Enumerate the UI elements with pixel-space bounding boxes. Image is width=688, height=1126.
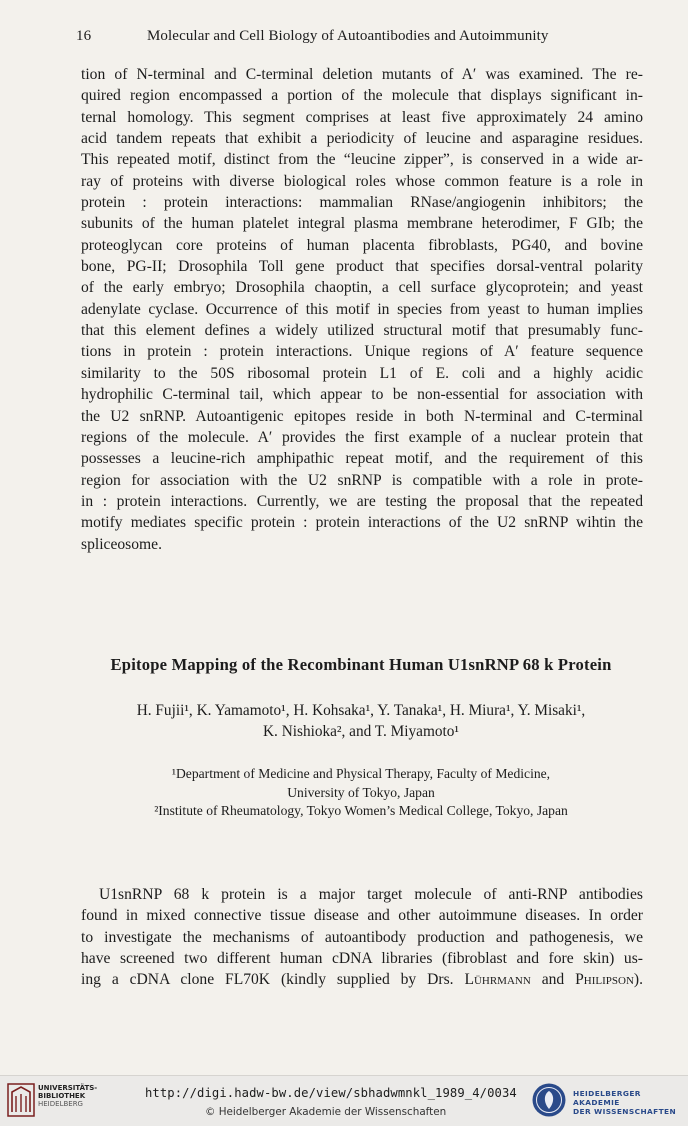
author-name-smallcaps: Lührmann [464, 971, 531, 989]
text-line: ray of proteins with diverse biological roles whose common feature is a role in [81, 172, 643, 190]
text-line: U1snRNP 68 k protein is a major target molecule of anti-RNP antibodies [99, 886, 643, 903]
text-line: proteoglycan core proteins of human placenta fibroblasts, PG40, and bovine [81, 236, 643, 254]
text-line: regions of the molecule. A′ provides the first example of a nuclear protein that [81, 428, 643, 446]
article-title: Epitope Mapping of the Recombinant Human U1snRNP 68 k Protein [110, 655, 612, 674]
text-line: hydrophilic C-terminal tail, which appear to be non-essential for association with [81, 386, 643, 404]
text-line: adenylate cyclase. Occurrence of this motif in species from yeast to human implies [81, 300, 643, 318]
intro-paragraph [81, 64, 643, 555]
university-library-logo-icon [7, 1082, 35, 1118]
authors-line: K. Nishioka², and T. Miyamoto¹ [263, 723, 459, 740]
academy-seal-icon [531, 1082, 567, 1118]
text-line: spliceosome. [81, 535, 162, 553]
source-url-link[interactable]: http://digi.hadw-bw.de/view/sbhadwmnkl_1989_4/0034 [145, 1086, 517, 1100]
affiliation-line: University of Tokyo, Japan [287, 784, 435, 800]
text-line: region for association with the U2 snRNP is compatible with a role in prote- [81, 471, 643, 489]
digitization-footer [0, 1075, 688, 1126]
abstract-paragraph [81, 884, 643, 991]
text-line: found in mixed connective tissue disease and other autoimmune diseases. In order [81, 907, 643, 925]
affiliation-line: ²Institute of Rheumatology, Tokyo Women’s Medical College, Tokyo, Japan [154, 803, 568, 819]
affiliation-line: ¹Department of Medicine and Physical Therapy, Faculty of Medicine, [171, 766, 551, 781]
text-line: in : protein interactions. Currently, we are testing the proposal that the repeated [81, 492, 643, 510]
text-line: ternal homology. This segment comprises at least five approximately 24 amino [81, 108, 643, 126]
affiliations [81, 765, 641, 821]
text-line: bone, PG-II; Drosophila Toll gene product that specifies dorsal-ventral polarity [81, 258, 643, 276]
copyright-notice: © Heidelberger Akademie der Wissenschaften [205, 1106, 447, 1118]
text-line: the U2 snRNP. Autoantigenic epitopes reside in both N-terminal and C-terminal [81, 407, 643, 425]
text-line: have screened two different human cDNA libraries (fibroblast and fore skin) us- [81, 950, 643, 968]
text-line: subunits of the human platelet integral plasma membrane heterodimer, F GIb; the [81, 215, 643, 233]
running-title: Molecular and Cell Biology of Autoantibodies and Autoimmunity [147, 28, 549, 44]
text-line: similarity to the 50S ribosomal protein L1 of E. coli and a highly acidic [81, 364, 643, 382]
authors-line: H. Fujii¹, K. Yamamoto¹, H. Kohsaka¹, Y. Tanaka¹, H. Miura¹, Y. Misaki¹, [136, 702, 586, 719]
text-line: tions in protein : protein interactions. Unique regions of A′ feature sequence [81, 343, 643, 361]
text-line: to investigate the mechanisms of autoantibody production and pathogenesis, we [81, 928, 643, 946]
author-list [81, 700, 641, 742]
text-line: possesses a leucine-rich amphipathic repeat motif, and the requirement of this [81, 450, 643, 468]
academy-name: HEIDELBERGER AKADEMIE DER WISSENSCHAFTEN [573, 1089, 677, 1116]
text-line: tion of N-terminal and C-terminal deletion mutants of A′ was examined. The re- [81, 66, 643, 83]
text-line: ing a cDNA clone FL70K (kindly supplied by Drs. Lührmann and Philipson). [81, 971, 643, 989]
text-line: motify mediates specific protein : protein interactions of the U2 snRNP wihtin the [81, 514, 643, 532]
text-line: acid tandem repeats that exhibit a periodicity of leucine and asparagine residues. [81, 130, 643, 148]
text-line: that this element defines a widely utilized structural motif that presumably func- [81, 322, 643, 340]
page-number: 16 [76, 28, 92, 44]
text-line: of the early embryo; Drosophila chaoptin, a cell surface glycoprotein; and yeast [81, 279, 643, 297]
text-line: quired region encompassed a portion of the molecule that displays significant in- [81, 87, 643, 105]
library-name: UNIVERSITÄTS- BIBLIOTHEK HEIDELBERG [38, 1084, 98, 1108]
author-name-smallcaps: Philipson [575, 971, 634, 989]
text-line: This repeated motif, distinct from the “leucine zipper”, is conserved in a wide ar- [81, 151, 643, 169]
text-line: protein : protein interactions: mammalian RNase/angiogenin inhibitors; the [81, 194, 643, 212]
